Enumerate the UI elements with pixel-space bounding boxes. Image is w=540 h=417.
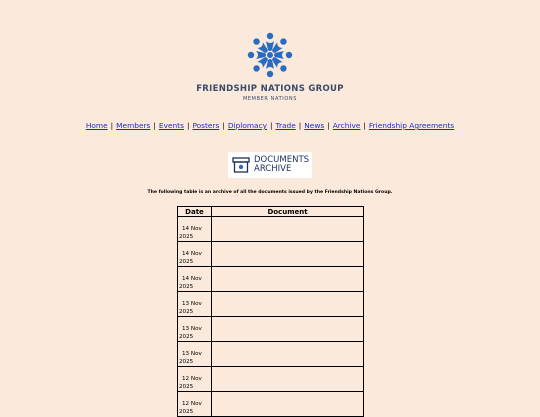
document-cell[interactable] (212, 267, 364, 292)
date-day: 14 Nov (182, 226, 202, 232)
document-cell[interactable] (212, 392, 364, 417)
archive-box-icon (232, 156, 250, 174)
table-row (178, 367, 364, 392)
date-cell (178, 242, 212, 267)
nav-separator: | (327, 121, 330, 130)
badge-line-2: ARCHIVE (254, 164, 292, 174)
intro-text: The following table is an archive of all the documents issued by the Friendship Nations Group. (147, 190, 393, 195)
nav-separator: | (270, 121, 273, 130)
nav-link-friendship-agreements[interactable]: Friendship Agreements (368, 121, 455, 130)
date-cell (178, 367, 212, 392)
date-year: 2025 (179, 359, 194, 365)
org-subtitle: MEMBER NATIONS (243, 96, 297, 102)
table-row (178, 217, 364, 242)
nav-link-archive[interactable]: Archive (332, 121, 361, 130)
date-day: 13 Nov (182, 326, 202, 332)
document-cell[interactable] (212, 317, 364, 342)
date-cell (178, 342, 212, 367)
table-row (178, 267, 364, 292)
documents-archive-badge (228, 152, 312, 178)
date-year: 2025 (179, 234, 194, 240)
nav-separator: | (298, 121, 302, 130)
nav-link-news[interactable]: News (304, 121, 325, 130)
date-day: 13 Nov (182, 351, 202, 357)
main-nav (0, 121, 540, 130)
document-cell[interactable] (212, 217, 364, 242)
date-day: 14 Nov (182, 251, 202, 257)
date-day: 13 Nov (182, 301, 202, 307)
document-cell[interactable] (212, 342, 364, 367)
nav-separator: | (186, 121, 190, 130)
nav-link-members[interactable]: Members (116, 121, 151, 130)
date-year: 2025 (179, 309, 194, 315)
nav-separator: | (153, 121, 156, 130)
nav-link-home[interactable]: Home (85, 121, 108, 130)
date-day: 12 Nov (182, 401, 202, 407)
badge-line-1: DOCUMENTS (254, 155, 310, 165)
nav-link-posters[interactable]: Posters (192, 121, 220, 130)
date-year: 2025 (179, 334, 194, 340)
date-year: 2025 (179, 259, 194, 265)
document-header: Document (212, 207, 364, 217)
table-row (178, 242, 364, 267)
table-row (178, 342, 364, 367)
people-circle-logo-icon (245, 30, 295, 80)
document-cell[interactable] (212, 367, 364, 392)
table-row (178, 317, 364, 342)
table-row (178, 292, 364, 317)
table-row (178, 392, 364, 417)
nav-link-trade[interactable]: Trade (275, 121, 296, 130)
date-cell (178, 267, 212, 292)
nav-separator: | (110, 121, 114, 130)
date-year: 2025 (179, 384, 194, 390)
nav-separator: | (222, 121, 225, 130)
date-cell (178, 217, 212, 242)
date-day: 12 Nov (182, 376, 202, 382)
nav-link-diplomacy[interactable]: Diplomacy (227, 121, 268, 130)
document-cell[interactable] (212, 292, 364, 317)
nav-separator: | (363, 121, 366, 130)
date-header: Date (178, 207, 212, 217)
date-year: 2025 (179, 284, 194, 290)
nav-link-events[interactable]: Events (158, 121, 184, 130)
date-cell (178, 392, 212, 417)
date-day: 14 Nov (182, 276, 202, 282)
documents-table (177, 206, 364, 417)
document-cell[interactable] (212, 242, 364, 267)
logo (0, 30, 540, 80)
org-name: FRIENDSHIP NATIONS GROUP (196, 84, 344, 94)
date-year: 2025 (179, 409, 194, 415)
date-cell (178, 317, 212, 342)
date-cell (178, 292, 212, 317)
